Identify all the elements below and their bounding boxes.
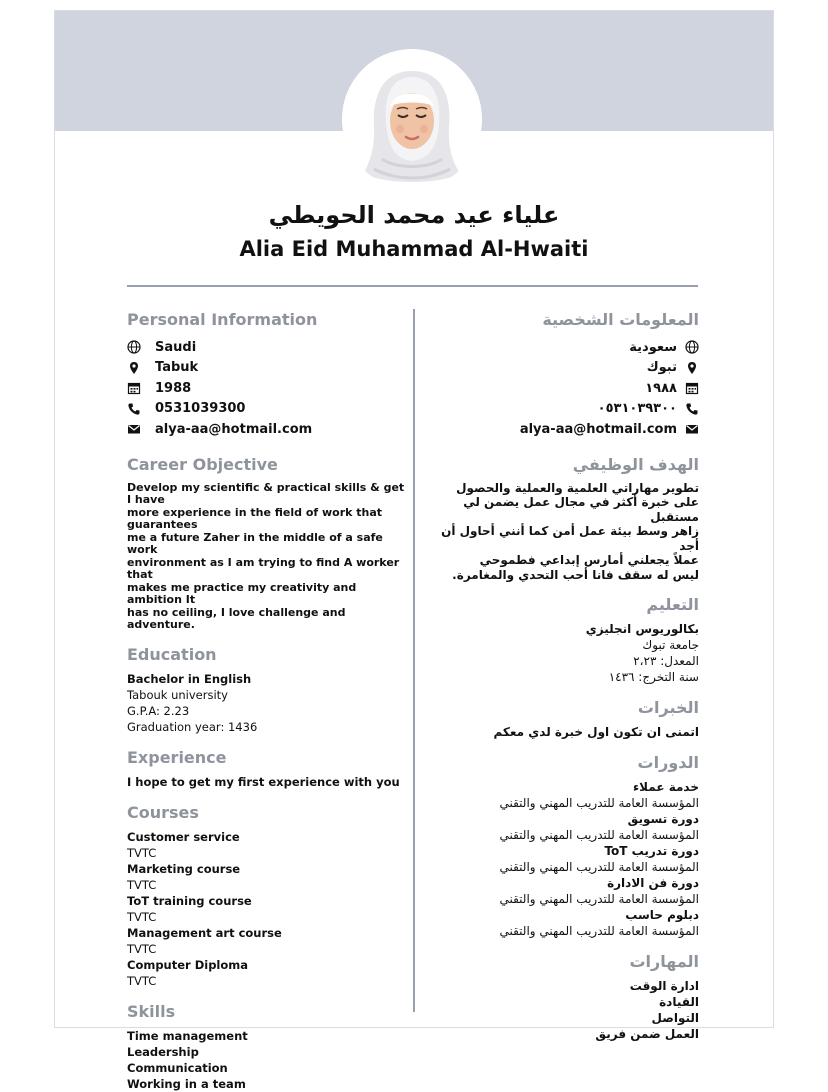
career-objective-title-ar: الهدف الوظيفي [572,454,699,474]
globe-icon [685,340,699,354]
nationality-value: Saudi [155,339,197,355]
objective-line: more experience in the field of work that guarantees [127,505,383,531]
course-org-ar: المؤسسة العامة للتدريب المهني والتقني [499,924,699,938]
course-name-ar: خدمة عملاء [633,780,699,794]
university: Tabouk university [127,687,228,702]
course-org-ar: المؤسسة العامة للتدريب المهني والتقني [499,796,699,810]
course-org: TVTC [127,845,157,860]
birth-year-row-ar [425,378,699,399]
avatar [342,49,482,189]
skill-item-ar: القيادة [659,995,699,1009]
course-name: ToT training course [127,893,252,908]
courses-title-ar: الدورات [637,753,699,772]
skill-item: Communication [127,1060,228,1075]
skill-item: Time management [127,1028,248,1043]
objective-line: Develop my scientific & practical skills & get I have [127,480,405,506]
course-name: Customer service [127,829,240,844]
email-row [127,419,407,440]
experience-text-ar: اتمنى ان تكون اول خبرة لدي معكم [493,725,699,739]
graduation-year-ar: سنة التخرج: ١٤٣٦ [608,670,699,684]
nationality-row-ar [425,337,699,358]
personal-info-title: Personal Information [127,310,318,329]
nationality-value-ar: سعودية [629,339,677,355]
career-objective-text-ar [425,481,699,583]
objective-line-ar: زاهر وسط بيئة عمل أمن كما أنني أحاول أن أجد [441,524,699,553]
objective-line: me a future Zaher in the middle of a safe work [127,530,383,556]
calendar-icon [685,381,699,395]
birth-year-value: 1988 [155,380,192,396]
course-org: TVTC [127,973,157,988]
cv-page [54,10,774,1091]
skill-item: Working in a team [127,1076,246,1091]
course-name-ar: دورة تدريب ToT [604,844,699,858]
skill-item: Leadership [127,1044,199,1059]
experience-title-ar: الخبرات [637,698,699,717]
email-value-ar: alya-aa@hotmail.com [519,421,677,437]
name-english: Alia Eid Muhammad Al-Hwaiti [239,237,589,261]
birth-year-row [127,378,407,399]
gpa: G.P.A: 2.23 [127,703,190,718]
education-title-ar: التعليم [646,595,699,614]
university-ar: جامعة تبوك [642,638,699,652]
column-divider [413,309,415,1012]
course-org-ar: المؤسسة العامة للتدريب المهني والتقني [499,828,699,842]
name-arabic: علياء عيد محمد الحويطي [268,201,560,229]
course-name-ar: دورة فن الادارة [607,876,699,890]
phone-value: 0531039300 [155,401,246,417]
calendar-icon [127,381,141,395]
phone-row [127,399,407,420]
city-row [127,358,407,379]
phone-icon [685,402,699,416]
course-org-ar: المؤسسة العامة للتدريب المهني والتقني [499,860,699,874]
objective-line-ar: ليس له سقف فانا أحب التحدي والمغامرة. [452,567,699,582]
course-name: Management art course [127,925,282,940]
envelope-icon [127,422,141,436]
city-value-ar: تبوك [646,360,677,376]
degree-ar: بكالوريوس انجليزي [585,622,699,636]
phone-row-ar [425,399,699,420]
objective-line: environment as I am trying to find A worker that [127,555,400,581]
career-objective-text [127,482,407,632]
location-pin-icon [685,361,699,375]
skill-item-ar: التواصل [651,1011,699,1025]
city-value: Tabuk [155,360,199,376]
header-rule [127,285,698,287]
education-title: Education [127,644,217,664]
personal-info-title-ar: المعلومات الشخصية [542,310,699,329]
email-row-ar [425,419,699,440]
arabic-column [425,309,699,1042]
birth-year-value-ar: ١٩٨٨ [645,380,677,396]
course-name-ar: دبلوم حاسب [625,908,699,922]
degree: Bachelor in English [127,671,252,686]
course-org: TVTC [127,941,157,956]
career-objective-title: Career Objective [127,454,278,474]
phone-value-ar: ٠٥٣١٠٣٩٣٠٠ [597,401,677,417]
objective-line: has no ceiling, I love challenge and adventure. [127,605,346,631]
objective-line-ar: على خبرة أكثر في مجال عمل يضمن لي مستقبل [463,495,699,524]
courses-title: Courses [127,802,199,822]
envelope-icon [685,422,699,436]
course-org: TVTC [127,877,157,892]
nationality-row [127,337,407,358]
objective-line: makes me practice my creativity and ambition It [127,580,357,606]
skills-title: Skills [127,1001,176,1021]
course-name: Marketing course [127,861,241,876]
phone-icon [127,402,141,416]
city-row-ar [425,358,699,379]
gpa-ar: المعدل: ٢،٢٣ [633,654,699,668]
course-name-ar: دورة تسويق [627,812,699,826]
english-column [127,309,407,1092]
course-org-ar: المؤسسة العامة للتدريب المهني والتقني [499,892,699,906]
skills-title-ar: المهارات [629,952,699,971]
course-name: Computer Diploma [127,957,249,972]
globe-icon [127,340,141,354]
skill-item-ar: ادارة الوقت [629,979,699,993]
location-pin-icon [127,361,141,375]
course-org: TVTC [127,909,157,924]
experience-text: I hope to get my first experience with you [127,774,400,789]
email-value: alya-aa@hotmail.com [155,421,313,437]
objective-line-ar: عملاً يجعلني أمارس إبداعي فطموحي [479,553,699,567]
graduation-year: Graduation year: 1436 [127,719,258,734]
objective-line-ar: تطوير مهاراتي العلمية والعملية والحصول [456,480,699,495]
experience-title: Experience [127,747,227,767]
skill-item-ar: العمل ضمن فريق [595,1027,699,1041]
